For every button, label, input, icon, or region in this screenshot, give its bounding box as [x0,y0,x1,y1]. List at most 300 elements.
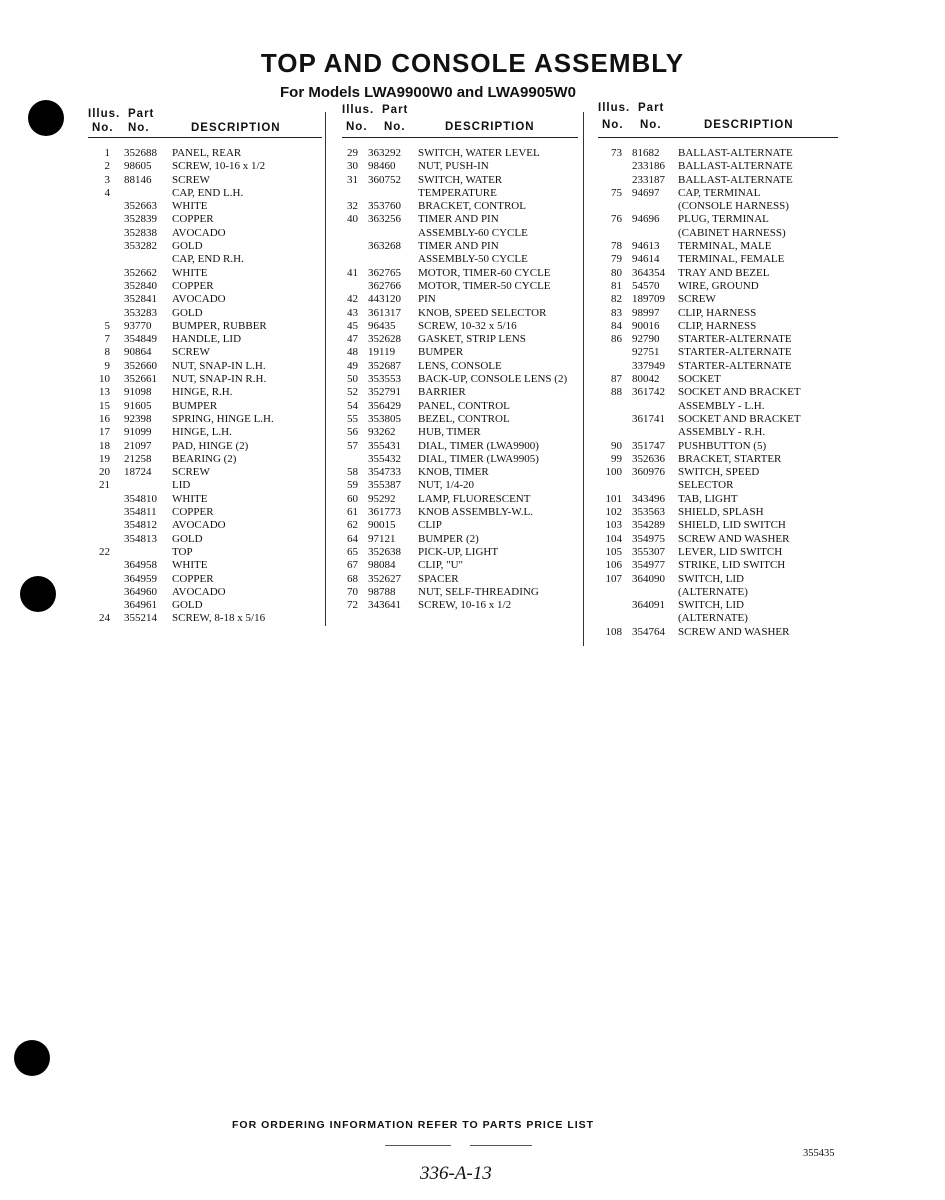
part-number: 352663 [124,200,157,213]
part-number: 91098 [124,386,152,399]
part-number: 18724 [124,466,152,479]
parts-row [598,519,840,532]
parts-row [342,213,580,226]
parts-row [598,200,840,213]
parts-row [342,426,580,439]
parts-row [598,147,840,160]
column-divider [325,112,326,626]
part-number: 354977 [632,559,665,572]
parts-row [598,533,840,546]
description-label: DESCRIPTION [191,122,281,134]
parts-row [598,320,840,333]
part-number: 88146 [124,173,152,186]
illus-number: 29 [347,147,358,159]
illus-number: 32 [347,200,358,213]
part-number: 352636 [632,452,665,465]
part-description: SCREW [172,466,210,479]
parts-row [88,466,322,479]
part-description: ASSEMBLY-60 CYCLE [418,226,528,239]
part-number: 97121 [368,532,396,545]
parts-row [88,586,322,599]
illus-label: Illus. [342,104,375,116]
part-description: STARTER-ALTERNATE [678,333,792,346]
parts-row [88,519,322,532]
parts-column-2 [342,104,580,612]
part-number: 354733 [368,466,401,479]
part-description: PANEL, REAR [172,147,242,159]
part-description: NUT, SNAP-IN L.H. [172,359,266,372]
part-number: 96435 [368,319,396,332]
illus-number: 18 [99,439,110,452]
illus-number: 101 [605,492,622,505]
part-number: 355214 [124,612,157,625]
part-number: 352638 [368,545,401,558]
part-description: BALLAST-ALTERNATE [678,173,793,186]
parts-row [342,147,580,160]
parts-row [598,559,840,572]
part-description: BEARING (2) [172,452,237,465]
part-number: 98997 [632,306,660,319]
part-description: CAP, END R.H. [172,253,244,266]
illus-number: 78 [611,240,622,253]
part-description: GOLD [172,532,203,545]
parts-row [342,599,580,612]
illus-number: 102 [605,506,622,519]
part-number: 21258 [124,452,152,465]
illus-number: 103 [605,519,622,532]
part-description: DIAL, TIMER (LWA9905) [418,452,539,465]
illus-number: 61 [347,506,358,519]
part-number: 92751 [632,346,660,359]
parts-row [88,213,322,226]
part-description: GASKET, STRIP LENS [418,333,526,346]
part-description: SELECTOR [678,479,734,492]
part-number: 360976 [632,466,665,479]
part-description: BACK-UP, CONSOLE LENS (2) [418,373,568,386]
illus-number: 9 [104,359,110,372]
parts-row [88,267,322,280]
part-number: 362765 [368,266,401,279]
parts-row [88,307,322,320]
parts-row [598,227,840,240]
illus-number: 80 [611,266,622,279]
part-description: SPACER [418,572,459,585]
description-label: DESCRIPTION [704,119,794,131]
part-number: 98460 [368,160,396,173]
part-number: 352628 [368,333,401,346]
parts-row [598,626,840,639]
illus-number: 82 [611,293,622,306]
parts-row [88,599,322,612]
part-number: 354289 [632,519,665,532]
part-description: BUMPER (2) [418,532,479,545]
part-description: NUT, PUSH-IN [418,160,489,173]
part-number: 352660 [124,359,157,372]
part-description: TIMER AND PIN [418,240,499,253]
part-description: SWITCH, WATER [418,173,503,186]
illus-number: 31 [347,173,358,186]
part-description: HANDLE, LID [172,333,242,346]
part-description: DIAL, TIMER (LWA9900) [418,439,539,452]
parts-column-3 [598,104,840,639]
part-description: SOCKET AND BRACKET [678,412,801,425]
illus-number: 49 [347,359,358,372]
part-description: SCREW, 10-16 x 1/2 [418,599,512,612]
part-number: 362766 [368,279,401,292]
part-number: 364959 [124,572,157,585]
part-description: SCREW [172,346,210,359]
parts-row [88,333,322,346]
part-description: HINGE, R.H. [172,386,233,399]
illus-number: 22 [99,545,110,558]
illus-number: 72 [347,599,358,612]
parts-row [598,386,840,399]
part-number: 355387 [368,479,401,492]
parts-row [342,573,580,586]
parts-row [342,559,580,572]
part-description: BUMPER [418,346,464,359]
part-description: PLUG, TERMINAL [678,213,769,226]
part-number: 353283 [124,306,157,319]
illus-number: 13 [99,386,110,399]
parts-row [88,227,322,240]
ordering-footer: FOR ORDERING INFORMATION REFER TO PARTS PRICE LIST [232,1119,595,1131]
illus-number: 99 [611,452,622,465]
parts-row [342,479,580,492]
part-description: TOP [172,545,193,558]
part-number: 354811 [124,506,157,519]
illus-number: 57 [347,439,358,452]
part-description: SCREW, 10-32 x 5/16 [418,319,517,332]
part-description: BUMPER [172,399,218,412]
parts-row [598,466,840,479]
parts-row [598,267,840,280]
parts-row [342,187,580,200]
part-description: SHIELD, LID SWITCH [678,519,786,532]
part-description: HUB, TIMER [418,426,481,439]
parts-list [88,147,322,626]
parts-row [342,333,580,346]
part-number: 93262 [368,426,396,439]
parts-row [342,519,580,532]
parts-row [88,174,322,187]
illus-number: 54 [347,399,358,412]
parts-row [598,506,840,519]
part-number: 354975 [632,532,665,545]
part-description: TIMER AND PIN [418,213,499,226]
part-description: KNOB, SPEED SELECTOR [418,306,547,319]
part-description: AVOCADO [172,293,226,306]
part-description: CLIP [418,519,442,532]
part-number: 80042 [632,373,660,386]
illus-number: 3 [104,173,110,186]
part-description: SCREW [172,173,210,186]
parts-row [342,307,580,320]
illus-number: 8 [104,346,110,359]
parts-row [88,373,322,386]
parts-row [598,546,840,559]
part-description: SPRING, HINGE L.H. [172,412,274,425]
illus-number: 67 [347,559,358,572]
part-description: WIRE, GROUND [678,279,759,292]
illus-number: 84 [611,319,622,332]
parts-row [598,413,840,426]
part-number: 355307 [632,545,665,558]
illus-no-label: No. [92,122,114,134]
part-number: 90864 [124,346,152,359]
part-description: BALLAST-ALTERNATE [678,147,793,159]
document-number: 355435 [803,1148,835,1159]
part-no-label: No. [640,119,662,131]
illus-number: 62 [347,519,358,532]
part-number: 352662 [124,266,157,279]
part-number: 353282 [124,240,157,253]
part-number: 364090 [632,572,665,585]
illus-number: 40 [347,213,358,226]
part-description: COPPER [172,213,214,226]
part-description: SOCKET [678,373,721,386]
part-description: SWITCH, LID [678,599,744,612]
parts-row [598,479,840,492]
part-description: TRAY AND BEZEL [678,266,770,279]
part-description: PUSHBUTTON (5) [678,439,767,452]
part-number: 364958 [124,559,157,572]
part-number: 352661 [124,373,157,386]
part-number: 353805 [368,412,401,425]
part-number: 364960 [124,585,157,598]
illus-number: 4 [104,186,110,199]
part-description: STARTER-ALTERNATE [678,346,792,359]
parts-row [88,293,322,306]
part-description: COPPER [172,506,214,519]
part-number: 94696 [632,213,660,226]
parts-row [342,386,580,399]
illus-number: 5 [104,319,110,332]
part-number: 90016 [632,319,660,332]
illus-number: 20 [99,466,110,479]
part-number: 353553 [368,373,401,386]
part-description: PICK-UP, LIGHT [418,545,499,558]
part-description: WHITE [172,200,208,213]
parts-row [88,413,322,426]
part-description: SCREW, 8-18 x 5/16 [172,612,266,625]
illus-number: 2 [104,160,110,173]
illus-number: 42 [347,293,358,306]
part-description: (CONSOLE HARNESS) [678,200,789,213]
part-no-label: No. [128,122,150,134]
part-description: SOCKET AND BRACKET [678,386,801,399]
parts-row [88,253,322,266]
parts-row [342,293,580,306]
parts-row [342,160,580,173]
part-number: 364091 [632,599,665,612]
part-description: ASSEMBLY - R.H. [678,426,766,439]
parts-row [598,426,840,439]
part-number: 361742 [632,386,665,399]
parts-row [342,533,580,546]
parts-row [598,280,840,293]
part-description: MOTOR, TIMER-50 CYCLE [418,279,551,292]
part-number: 356429 [368,399,401,412]
part-description: GOLD [172,599,203,612]
illus-no-label: No. [346,121,368,133]
parts-row [598,307,840,320]
part-description: CAP, TERMINAL [678,186,761,199]
part-number: 354849 [124,333,157,346]
page-title: TOP AND CONSOLE ASSEMBLY [260,48,685,78]
part-number: 352838 [124,226,157,239]
part-number: 355432 [368,452,401,465]
part-description: KNOB, TIMER [418,466,489,479]
illus-number: 83 [611,306,622,319]
illus-number: 56 [347,426,358,439]
parts-row [88,559,322,572]
part-description: BEZEL, CONTROL [418,412,510,425]
parts-row [88,453,322,466]
part-description: PANEL, CONTROL [418,399,510,412]
column-header [342,104,580,138]
part-number: 352841 [124,293,157,306]
parts-column-1 [88,104,322,626]
parts-row [598,373,840,386]
illus-number: 30 [347,160,358,173]
illus-number: 65 [347,545,358,558]
illus-number: 68 [347,572,358,585]
illus-number: 100 [605,466,622,479]
punch-hole-middle [20,576,56,612]
part-description: STARTER-ALTERNATE [678,359,792,372]
illus-number: 52 [347,386,358,399]
part-description: AVOCADO [172,226,226,239]
part-number: 354764 [632,625,665,638]
parts-list [598,147,840,639]
part-number: 91099 [124,426,152,439]
part-number: 352687 [368,359,401,372]
part-description: STRIKE, LID SWITCH [678,559,786,572]
parts-row [342,346,580,359]
parts-row [342,440,580,453]
parts-row [88,320,322,333]
parts-row [598,333,840,346]
part-number: 363256 [368,213,401,226]
parts-row [598,253,840,266]
part-number: 94613 [632,240,660,253]
illus-number: 19 [99,452,110,465]
parts-row [88,280,322,293]
parts-row [88,187,322,200]
parts-row [342,227,580,240]
illus-number: 75 [611,186,622,199]
part-number: 337949 [632,359,665,372]
column-header [598,104,840,138]
illus-number: 107 [605,572,622,585]
part-number: 361317 [368,306,401,319]
header-rule [342,137,578,138]
part-description: BALLAST-ALTERNATE [678,160,793,173]
parts-row [598,599,840,612]
parts-row [88,200,322,213]
part-description: WHITE [172,266,208,279]
part-description: TERMINAL, FEMALE [678,253,785,266]
parts-row [598,240,840,253]
part-number: 98605 [124,160,152,173]
part-description: NUT, 1/4-20 [418,479,475,492]
parts-row [88,612,322,625]
illus-number: 73 [611,147,622,159]
part-description: NUT, SNAP-IN R.H. [172,373,267,386]
part-description: (ALTERNATE) [678,612,748,625]
part-description: SWITCH, LID [678,572,744,585]
parts-row [342,360,580,373]
parts-row [342,586,580,599]
handwritten-page-code: 336-A-13 [420,1163,492,1184]
part-no-label: No. [384,121,406,133]
part-number: 354810 [124,492,157,505]
part-number: 94614 [632,253,660,266]
part-number: 21097 [124,439,152,452]
part-number: 343496 [632,492,665,505]
parts-row [88,546,322,559]
illus-number: 55 [347,412,358,425]
illus-number: 108 [605,625,622,638]
parts-row [342,253,580,266]
part-description: BUMPER, RUBBER [172,319,267,332]
part-description: LENS, CONSOLE [418,359,502,372]
part-description: (CABINET HARNESS) [678,226,786,239]
part-number: 352627 [368,572,401,585]
parts-row [342,506,580,519]
part-number: 354813 [124,532,157,545]
parts-row [88,160,322,173]
part-description: SWITCH, WATER LEVEL [418,147,540,159]
parts-row [598,160,840,173]
part-description: WHITE [172,492,208,505]
parts-row [88,573,322,586]
part-description: GOLD [172,306,203,319]
illus-number: 15 [99,399,110,412]
part-description: TAB, LIGHT [678,492,738,505]
part-description: HINGE, L.H. [172,426,232,439]
header-rule [88,137,322,138]
part-description: TEMPERATURE [418,186,497,199]
part-number: 352791 [368,386,401,399]
parts-row [598,360,840,373]
parts-row [88,533,322,546]
part-number: 353563 [632,506,665,519]
part-number: 98788 [368,585,396,598]
parts-row [342,267,580,280]
illus-number: 7 [104,333,110,346]
part-description: AVOCADO [172,519,226,532]
illus-label: Illus. [88,108,121,120]
part-number: 90015 [368,519,396,532]
illus-number: 10 [99,373,110,386]
illus-number: 88 [611,386,622,399]
illus-number: 90 [611,439,622,452]
part-number: 92398 [124,412,152,425]
part-number: 93770 [124,319,152,332]
part-description: ASSEMBLY-50 CYCLE [418,253,528,266]
parts-row [342,174,580,187]
part-number: 354812 [124,519,157,532]
part-number: 363268 [368,240,401,253]
part-description: GOLD [172,240,203,253]
illus-number: 45 [347,319,358,332]
parts-row [88,147,322,160]
parts-row [598,440,840,453]
part-description: COPPER [172,279,214,292]
parts-row [598,187,840,200]
